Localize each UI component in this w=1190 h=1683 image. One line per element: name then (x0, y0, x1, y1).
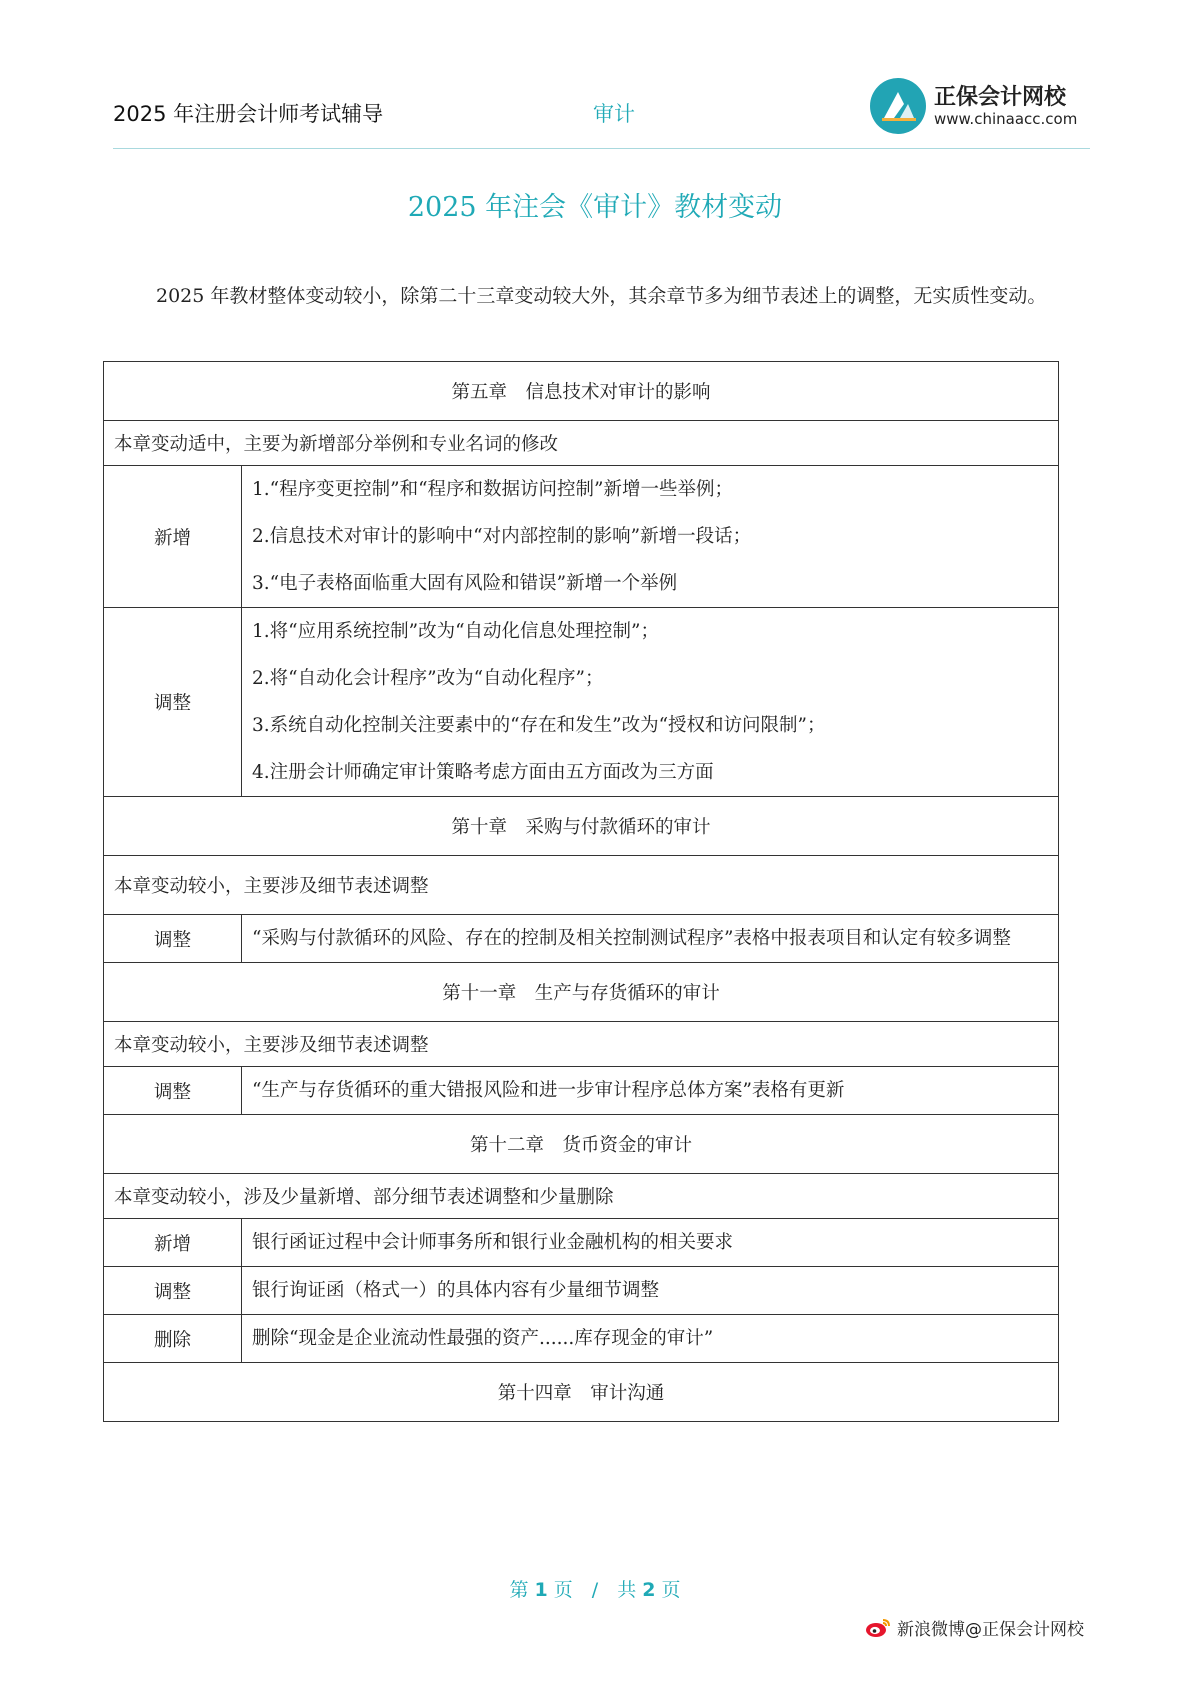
change-details (242, 915, 1059, 963)
chapter-heading: 第十一章 生产与存货循环的审计 (104, 963, 1059, 1022)
change-row (104, 1067, 1059, 1115)
change-item: 2.信息技术对审计的影响中“对内部控制的影响”新增一段话； (252, 526, 752, 547)
header-exam-title: 2025 年注册会计师考试辅导 (113, 102, 384, 126)
change-item: “生产与存货循环的重大错报风险和进一步审计程序总体方案”表格有更新 (252, 1080, 845, 1101)
change-item: “采购与付款循环的风险、存在的控制及相关控制测试程序”表格中报表项目和认定有较多调整 (252, 928, 1011, 949)
weibo-icon (865, 1617, 891, 1644)
chapter-summary: 本章变动较小，主要涉及细节表述调整 (104, 856, 1059, 915)
brand-logo[interactable] (870, 78, 1090, 138)
page-current: 1 (534, 1579, 548, 1601)
change-type-label: 调整 (104, 915, 242, 963)
page-header (113, 85, 1090, 150)
change-type-label: 删除 (104, 1315, 242, 1363)
change-details (242, 466, 1059, 608)
chapter-summary-row (104, 421, 1059, 466)
change-type-label: 调整 (104, 608, 242, 797)
chapter-heading: 第十四章 审计沟通 (104, 1363, 1059, 1422)
change-item: 1.“程序变更控制”和“程序和数据访问控制”新增一些举例； (252, 479, 733, 500)
change-details (242, 1267, 1059, 1315)
change-row (104, 1315, 1059, 1363)
change-type-label: 新增 (104, 1219, 242, 1267)
chapter-summary-row (104, 1174, 1059, 1219)
change-row (104, 608, 1059, 797)
header-subject: 审计 (593, 102, 635, 126)
page-suffix: 页 (661, 1579, 681, 1601)
page-number (0, 1575, 1190, 1602)
change-item: 银行询证函（格式一）的具体内容有少量细节调整 (252, 1280, 660, 1301)
header-divider (113, 148, 1090, 149)
change-row (104, 915, 1059, 963)
change-item: 3.“电子表格面临重大固有风险和错误”新增一个举例 (252, 573, 678, 594)
change-item: 删除“现金是企业流动性最强的资产......库存现金的审计” (252, 1328, 714, 1349)
change-item: 4.注册会计师确定审计策略考虑方面由五方面改为三方面 (252, 762, 714, 783)
change-row (104, 466, 1059, 608)
weibo-text: 新浪微博@正保会计网校 (897, 1620, 1084, 1640)
chapter-heading: 第五章 信息技术对审计的影响 (104, 362, 1059, 421)
page-mid: 页 / 共 (553, 1579, 637, 1601)
chapter-summary-row (104, 1022, 1059, 1067)
change-details (242, 1067, 1059, 1115)
page-prefix: 第 (509, 1579, 529, 1601)
brand-url[interactable]: www.chinaacc.com (934, 110, 1078, 128)
chapter-heading-row (104, 1115, 1059, 1174)
change-item: 1.将“应用系统控制”改为“自动化信息处理控制”； (252, 621, 659, 642)
changes-table (103, 361, 1059, 1422)
chapter-summary: 本章变动较小，主要涉及细节表述调整 (104, 1022, 1059, 1067)
weibo-watermark (865, 1615, 1084, 1644)
change-row (104, 1267, 1059, 1315)
chapter-heading-row (104, 362, 1059, 421)
chapter-heading-row (104, 963, 1059, 1022)
change-type-label: 调整 (104, 1067, 242, 1115)
brand-name: 正保会计网校 (934, 85, 1067, 110)
chapter-heading-row (104, 797, 1059, 856)
change-item: 银行函证过程中会计师事务所和银行业金融机构的相关要求 (252, 1232, 734, 1253)
change-item: 3.系统自动化控制关注要素中的“存在和发生”改为“授权和访问限制”； (252, 715, 826, 736)
chapter-heading: 第十章 采购与付款循环的审计 (104, 797, 1059, 856)
chapter-summary-row (104, 856, 1059, 915)
intro-paragraph: 2025 年教材整体变动较小，除第二十三章变动较大外，其余章节多为细节表述上的调整，无实质性变动。 (156, 285, 1047, 307)
page-total: 2 (642, 1579, 656, 1601)
change-row (104, 1219, 1059, 1267)
chapter-heading-row (104, 1363, 1059, 1422)
change-type-label: 调整 (104, 1267, 242, 1315)
change-details (242, 1315, 1059, 1363)
change-details (242, 1219, 1059, 1267)
chapter-summary: 本章变动较小，涉及少量新增、部分细节表述调整和少量删除 (104, 1174, 1059, 1219)
chapter-summary: 本章变动适中，主要为新增部分举例和专业名词的修改 (104, 421, 1059, 466)
change-details (242, 608, 1059, 797)
change-item: 2.将“自动化会计程序”改为“自动化程序”； (252, 668, 604, 689)
chapter-heading: 第十二章 货币资金的审计 (104, 1115, 1059, 1174)
document-title: 2025 年注会《审计》教材变动 (407, 192, 783, 223)
change-type-label: 新增 (104, 466, 242, 608)
brand-logo-icon (870, 78, 926, 134)
